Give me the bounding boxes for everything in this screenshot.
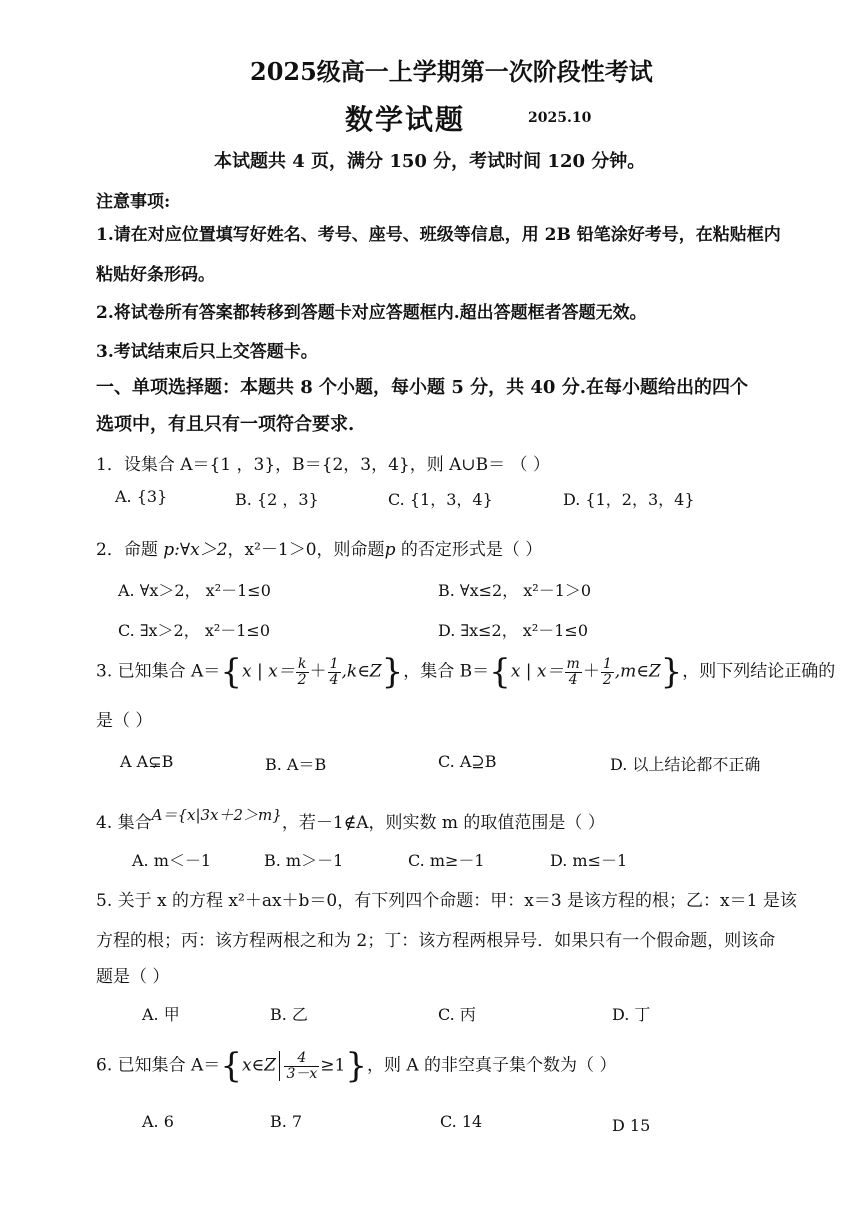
question-3-option-c: C. A⊇B (438, 752, 497, 771)
question-4-option-d: D. m≤－1 (550, 851, 628, 870)
set-a-post: ,k∈Z (341, 661, 382, 682)
question-1-option-c: C. {1，3，4} (388, 490, 493, 509)
question-2-math: p:∀x＞2 (163, 540, 228, 560)
fraction-m-over-4: $\frac{m}{4}$ (566, 655, 580, 688)
set-post: ≥1 (320, 1055, 346, 1076)
question-6-option-c: C. 14 (440, 1112, 483, 1131)
question-5-line-2: 方程的根；丙：该方程两根之和为 2；丁：该方程两根异号．如果只有一个假命题，则该命 (96, 931, 776, 951)
set-right-brace: } (345, 1046, 367, 1086)
notice-item-2: 2.将试卷所有答案都转移到答题卡对应答题框内.超出答题框者答题无效。 (96, 303, 647, 323)
question-1-option-b: B. {2 ，3} (235, 490, 319, 509)
question-3-mid: ，集合 B＝ (403, 661, 490, 682)
question-3-option-d: D. 以上结论都不正确 (610, 755, 761, 774)
section-heading-line-1: 一、单项选择题：本题共 8 个小题，每小题 5 分，共 40 分.在每小题给出的四个 (96, 377, 748, 398)
question-3-line-2: 是（ ） (96, 711, 153, 731)
question-2-stem (96, 535, 542, 560)
question-2-option-d: D. ∃x≤2， x²－1≤0 (438, 621, 589, 640)
question-5-line-1: 5. 关于 x 的方程 x²＋ax＋b＝0，有下列四个命题：甲：x＝3 是该方程的根；乙：x＝1 是该 (96, 891, 797, 911)
question-6-option-b: B. 7 (270, 1112, 303, 1131)
set-pre: x∈Z (241, 1055, 276, 1076)
question-5-option-a: A. 甲 (142, 1005, 180, 1024)
notice-heading: 注意事项: (96, 192, 171, 212)
exam-title: 2025级高一上学期第一次阶段性考试 (250, 57, 653, 86)
set-a-pre: x | x＝ (241, 661, 295, 682)
subject-title: 数学试题 (345, 103, 466, 136)
exam-info: 本试题共 4 页，满分 150 分，考试时间 120 分钟。 (214, 151, 646, 172)
exam-date: 2025.10 (528, 110, 592, 126)
fraction-k-over-2: $\frac{k}{2}$ (297, 655, 307, 688)
set-b-pre: x | x＝ (510, 661, 564, 682)
question-3-stem (96, 652, 835, 692)
question-2-option-a: A. ∀x＞2， x²－1≤0 (118, 581, 271, 600)
fraction-1-over-2: $\frac{1}{2}$ (602, 655, 612, 688)
question-4-prefix: 4. 集合 (96, 813, 152, 833)
set-a-left-brace: { (220, 652, 242, 692)
question-4-option-c: C. m≥－1 (408, 851, 485, 870)
question-1-option-d: D. {1，2，3，4} (563, 490, 695, 509)
question-6-option-a: A. 6 (142, 1112, 174, 1131)
question-2-suffix: 的否定形式是（ ） (395, 540, 543, 560)
question-3-option-b: B. A＝B (265, 755, 327, 774)
notice-item-3: 3.考试结束后只上交答题卡。 (96, 342, 318, 362)
question-2-mid: ，x²－1＞0，则命题 (227, 540, 385, 560)
question-4-set: A＝{x|3x＋2＞m} (151, 806, 282, 824)
question-4-option-b: B. m＞－1 (264, 851, 344, 870)
question-5-line-3: 题是（ ） (96, 967, 170, 987)
question-5-option-b: B. 乙 (270, 1005, 308, 1024)
question-1-stem: 1．设集合 A＝{1 ，3}，B＝{2，3，4}，则 A∪B＝ （ ） (96, 455, 550, 475)
set-left-brace: { (220, 1046, 242, 1086)
question-1-option-a: A. {3} (115, 487, 168, 506)
plus-sign: ＋ (582, 661, 600, 682)
set-b-right-brace: } (660, 652, 683, 692)
question-6-option-d: D 15 (612, 1116, 651, 1135)
fraction-1-over-4: $\frac{1}{4}$ (329, 655, 339, 688)
fraction-4-over-3-minus-x: $\frac{4}{3-x}$ (286, 1049, 318, 1082)
notice-item-1-line-1: 1.请在对应位置填写好姓名、考号、座号、班级等信息，用 2B 铅笔涂好考号，在粘贴框内 (96, 225, 781, 245)
question-4-suffix: ，若－1∉A，则实数 m 的取值范围是（ ） (281, 813, 605, 833)
question-6-stem (96, 1046, 616, 1086)
question-5-option-d: D. 丁 (612, 1005, 651, 1024)
question-3-suffix: ，则下列结论正确的 (682, 661, 836, 682)
set-b-post: ,m∈Z (614, 661, 661, 682)
question-2-prefix: 2．命题 (96, 540, 164, 560)
question-4-option-a: A. m＜－1 (132, 851, 212, 870)
question-6-suffix: ，则 A 的非空真子集个数为（ ） (366, 1055, 617, 1076)
notice-item-1-line-2: 粘贴好条形码。 (96, 265, 215, 285)
set-a-right-brace: } (381, 652, 404, 692)
question-2-option-b: B. ∀x≤2， x²－1＞0 (438, 581, 592, 600)
question-3-option-a: A A⊊B (120, 752, 174, 771)
question-4-stem (96, 808, 605, 833)
section-heading-line-2: 选项中，有且只有一项符合要求. (96, 414, 355, 435)
question-3-prefix: 3. 已知集合 A＝ (96, 661, 221, 682)
plus-sign: ＋ (309, 661, 327, 682)
question-2-option-c: C. ∃x＞2， x²－1≤0 (118, 621, 271, 640)
question-6-prefix: 6. 已知集合 A＝ (96, 1055, 221, 1076)
question-5-option-c: C. 丙 (438, 1005, 476, 1024)
set-b-left-brace: { (489, 652, 511, 692)
set-bar (279, 1051, 281, 1081)
question-2-p: p (384, 540, 396, 560)
